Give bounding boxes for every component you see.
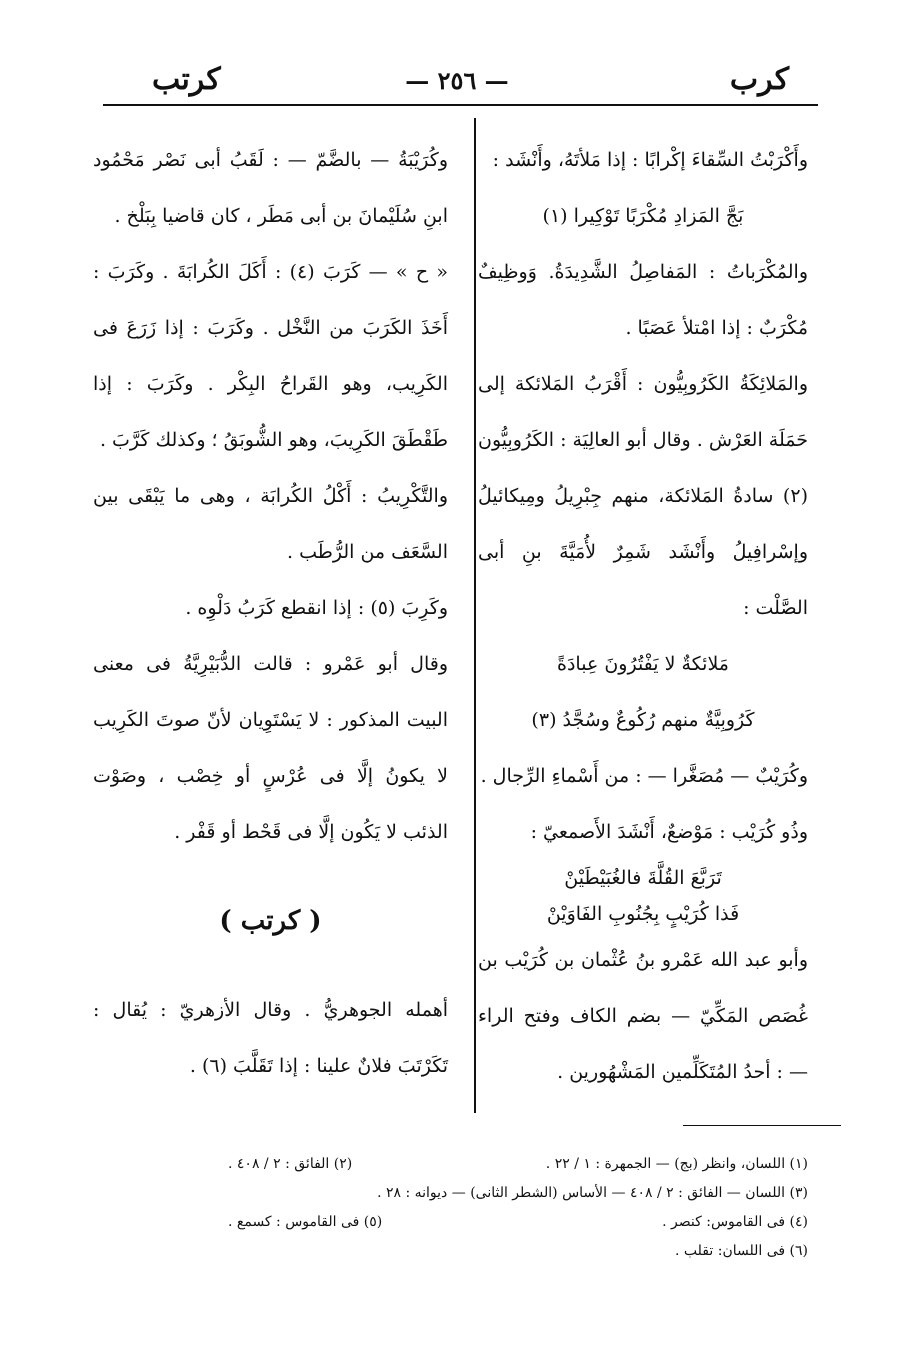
footnotes [228, 1150, 808, 1266]
paragraph: وكَرِبَ (٥) : إذا انقطع كَرَبُ دَلْوِه . [185, 597, 448, 619]
footnote: (٣) اللسان — الفائق : ٢ / ٤٠٨ — الأساس (الشطر الثانى) — ديوانه : ٢٨ . [377, 1185, 808, 1201]
footnote: (٦) فى اللسان: تقلب . [675, 1243, 808, 1259]
page-number: — ٢٥٦ — [405, 66, 509, 95]
paragraph: « ح » — كَرَبَ (٤) : أَكَلَ الكُرابَةَ . وكَرَبَ : أَخَذَ الكَرَبَ من النَّخْل . وكَرَبَ : إذا زَرَعَ فى الكَرِيب، وهو القَراحُ البِكْر . وكَرَبَ : إذا طَقْطَقَ الكَرِيبَ، وهو الشُّوبَقُ ؛ وكذلك كَرَّبَ . [93, 261, 449, 451]
footnote: (٤) فى القاموس: كنصر . [662, 1214, 808, 1230]
footnote-row [228, 1179, 808, 1208]
running-head-next-entry: كرتب [152, 62, 221, 97]
left-column [93, 132, 448, 1094]
paragraph: وكُرَيْبَةُ — بالضَّمّ — : لَقَبُ أبى نَصْر مَحْمُود ابنِ سُلَيْمانَ بن أبى مَطَر ، كان قاضيا بِبَلْخ . [93, 149, 448, 227]
running-head-entry: كرب [729, 62, 789, 97]
verse-line: مَلائكةٌ لا يَفْتُرُونَ عِبادَةً [557, 653, 729, 675]
paragraph: والمَلائِكَةُ الكَرُوبِيُّون : أَقْرَبُ المَلائكة إلى حَمَلَة العَرْش . وقال أبو العالِيَة : الكَرُوبِيُّون (٢) سادةُ المَلائكة، منهم جِبْرِيلُ ومِيكائيلُ وإسْرافِيلُ وأَنْشَد شَمِرٌ لأُمَيَّةَ بنِ أبى الصَّلْت : [478, 373, 808, 619]
right-column [478, 132, 808, 1100]
paragraph: وقال أبو عَمْرو : قالت الدُّبَيْرِيَّةُ فى معنى البيت المذكور : لا يَسْتَوِيان لأنّ صوتَ الكَرِيب لا يكونُ إلَّا فى عُرْسٍ أو خِصْب ، وصَوْت الذئب لا يَكُون إلَّا فى قَحْط أو قَفْر . [93, 653, 448, 843]
paragraph: وكُرَيْبٌ — مُصَغَّرا — : من أَسْماءِ الرِّجال . [480, 765, 808, 787]
verse-line: بَجَّ المَزادِ مُكْرَبًا تَوْكِيرا (١) [542, 205, 744, 227]
paragraph: والمُكْرَباتُ : المَفاصِلُ الشَّدِيدَةُ. وَوظِيفٌ مُكْرَبٌ : إذا امْتلأ عَصَبًا . [478, 261, 808, 339]
paragraph: وذُو كُرَيْب : مَوْضعٌ، أَنْشَدَ الأَصمعيّ : [530, 821, 808, 843]
footnote: (١) اللسان، وانظر (بج) — الجمهرة : ١ / ٢٢ . [545, 1156, 808, 1172]
footnote-row [228, 1237, 808, 1266]
footnote: (٥) فى القاموس : كسمع . [228, 1214, 383, 1230]
footnote-row [228, 1150, 808, 1179]
verse-line: فَذا كُرَيْبٍ بِجُنُوبِ الفَاوَيْنْ [546, 903, 740, 925]
footnote: (٢) الفائق : ٢ / ٤٠٨ . [228, 1156, 353, 1172]
footnote-rule [683, 1125, 841, 1126]
verse-line: تَرَبَّعَ القُلَّةَ فالغُبَيْطَيْنْ [564, 867, 722, 889]
footnote-row [228, 1208, 808, 1237]
paragraph: والتَّكْرِيبُ : أَكْلُ الكُرابَة ، وهى ما يَبْقَى بين السَّعَف من الرُّطَب . [93, 485, 448, 563]
entry-heading: ( كرتب ) [219, 906, 322, 936]
paragraph: أهمله الجوهريُّ . وقال الأزهريّ : يُقال : تَكَرْتَبَ فلانٌ علينا : إذا تَقَلَّبَ (٦) . [93, 999, 448, 1077]
paragraph: وأَكْرَبْتُ السِّقاءَ إكْرابًا : إذا مَلأتَهُ، وأَنْشَد : [492, 149, 808, 171]
paragraph: وأبو عبد الله عَمْرو بنُ عُثْمان بن كُرَيْب بن غُصَص المَكِّيّ — بضم الكاف وفتح الراء — : أحدُ المُتَكَلِّمين المَشْهُورين . [478, 949, 808, 1083]
column-divider [474, 118, 476, 1113]
verse-line: كَرُوبِيَّةٌ منهم رُكُوعٌ وسُجَّدُ (٣) [531, 709, 755, 731]
header-rule [103, 104, 818, 106]
